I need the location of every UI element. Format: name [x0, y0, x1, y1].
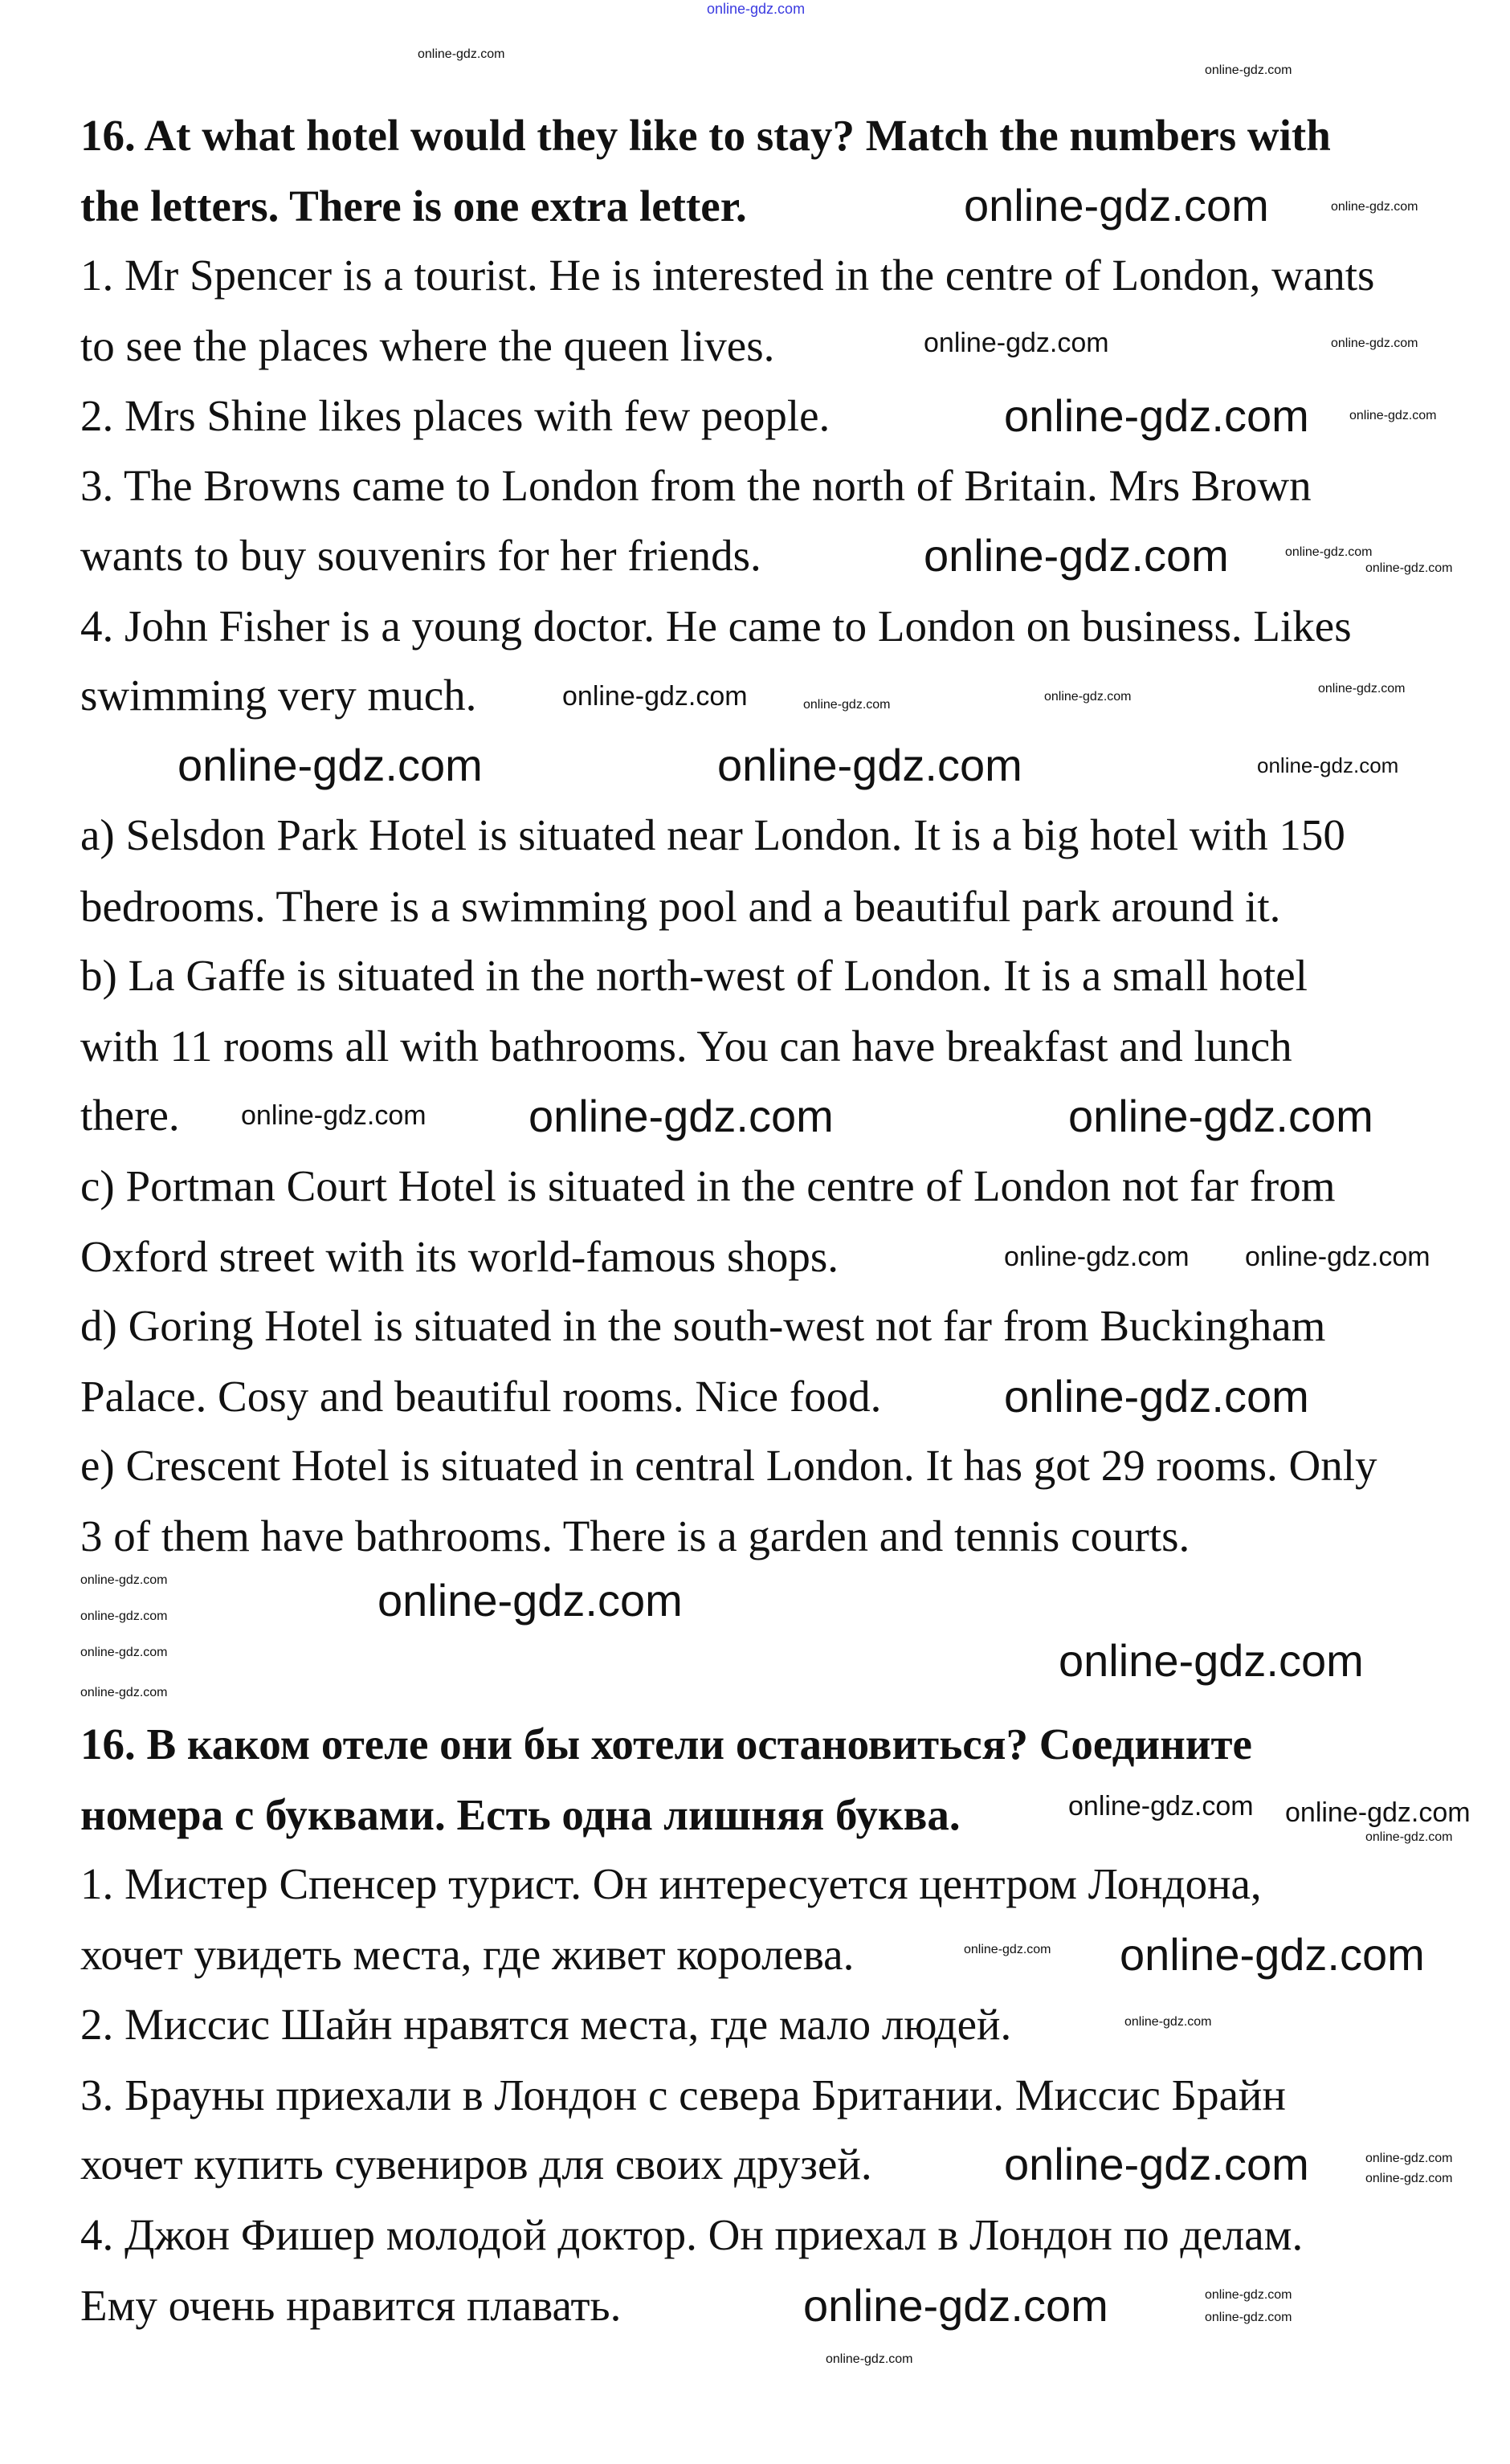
watermark: online-gdz.com: [964, 180, 1269, 230]
watermark: online-gdz.com: [1205, 63, 1292, 77]
watermark: online-gdz.com: [1285, 1797, 1471, 1828]
hotel-line: d) Goring Hotel is situated in the south-west not far from Buckingham: [80, 1301, 1326, 1350]
watermark: online-gdz.com: [964, 1943, 1051, 1956]
watermark: online-gdz.com: [1004, 1242, 1190, 1272]
watermark: online-gdz.com: [1044, 690, 1132, 704]
person-line: хочет купить сувениров для своих друзей.: [80, 2140, 872, 2189]
watermark: online-gdz.com: [178, 740, 483, 790]
hotel-line: bedrooms. There is a swimming pool and a beautiful park around it.: [80, 882, 1281, 931]
person-line: 2. Mrs Shine likes places with few people.: [80, 391, 830, 440]
watermark: online-gdz.com: [924, 530, 1229, 581]
hotel-line: b) La Gaffe is situated in the north-west of London. It is a small hotel: [80, 951, 1308, 1000]
watermark: online-gdz.com: [1318, 682, 1406, 696]
watermark: online-gdz.com: [80, 1609, 168, 1623]
watermark: online-gdz.com: [1331, 200, 1418, 214]
watermark: online-gdz.com: [1365, 2152, 1453, 2165]
watermark: online-gdz.com: [707, 1, 806, 17]
watermark: online-gdz.com: [1331, 337, 1418, 350]
person-line: Ему очень нравится плавать.: [80, 2281, 622, 2330]
person-line: 2. Миссис Шайн нравятся места, где мало людей.: [80, 2000, 1012, 2049]
person-line: 3. The Browns came to London from the north of Britain. Mrs Brown: [80, 461, 1312, 510]
watermark: online-gdz.com: [1285, 545, 1373, 559]
person-line: swimming very much.: [80, 671, 477, 720]
hotel-line: Palace. Cosy and beautiful rooms. Nice food.: [80, 1372, 882, 1421]
watermark: online-gdz.com: [1068, 1091, 1373, 1141]
watermark: online-gdz.com: [1205, 2288, 1292, 2302]
watermark: online-gdz.com: [803, 698, 891, 712]
person-line: 1. Mr Spencer is a tourist. He is interested in the centre of London, wants: [80, 251, 1375, 300]
watermark: online-gdz.com: [80, 1686, 168, 1699]
watermark: online-gdz.com: [528, 1091, 834, 1141]
watermark: online-gdz.com: [1068, 1791, 1254, 1821]
person-line: 3. Брауны приехали в Лондон с севера Британии. Миссис Брайн: [80, 2070, 1286, 2119]
watermark: online-gdz.com: [241, 1100, 426, 1131]
watermark: online-gdz.com: [826, 2352, 913, 2366]
person-line: 4. John Fisher is a young doctor. He came to London on business. Likes: [80, 602, 1352, 651]
watermark: online-gdz.com: [1365, 1830, 1453, 1844]
hotel-line: there.: [80, 1091, 180, 1140]
watermark: online-gdz.com: [1245, 1242, 1430, 1272]
watermark: online-gdz.com: [1004, 1371, 1309, 1422]
watermark: online-gdz.com: [1365, 2172, 1453, 2185]
hotel-line: Oxford street with its world-famous shops.: [80, 1232, 839, 1281]
exercise-title: 16. В каком отеле они бы хотели остановиться? Соедините: [80, 1719, 1252, 1768]
watermark: online-gdz.com: [1059, 1635, 1364, 1686]
watermark: online-gdz.com: [803, 2280, 1108, 2331]
person-line: to see the places where the queen lives.: [80, 321, 775, 370]
exercise-title: the letters. There is one extra letter.: [80, 182, 747, 230]
hotel-line: 3 of them have bathrooms. There is a garden and tennis courts.: [80, 1511, 1190, 1560]
watermark: online-gdz.com: [1004, 390, 1309, 441]
watermark: online-gdz.com: [924, 328, 1109, 358]
watermark: online-gdz.com: [418, 47, 505, 61]
watermark: online-gdz.com: [1365, 561, 1453, 575]
watermark: online-gdz.com: [80, 1573, 168, 1587]
watermark: online-gdz.com: [1004, 2139, 1309, 2189]
watermark: online-gdz.com: [378, 1575, 683, 1626]
hotel-line: e) Crescent Hotel is situated in central London. It has got 29 rooms. Only: [80, 1441, 1377, 1490]
watermark: online-gdz.com: [80, 1646, 168, 1659]
watermark: online-gdz.com: [1120, 1929, 1425, 1980]
watermark: online-gdz.com: [1349, 409, 1437, 422]
person-line: 4. Джон Фишер молодой доктор. Он приехал в Лондон по делам.: [80, 2210, 1304, 2259]
person-line: хочет увидеть места, где живет королева.: [80, 1930, 855, 1979]
watermark: online-gdz.com: [1205, 2311, 1292, 2324]
watermark: online-gdz.com: [1124, 2015, 1212, 2029]
person-line: wants to buy souvenirs for her friends.: [80, 531, 761, 580]
exercise-title: номера с буквами. Есть одна лишняя буква.: [80, 1790, 961, 1839]
watermark: online-gdz.com: [1257, 753, 1399, 777]
hotel-line: with 11 rooms all with bathrooms. You can have breakfast and lunch: [80, 1022, 1292, 1071]
exercise-title: 16. At what hotel would they like to stay? Match the numbers with: [80, 111, 1331, 160]
hotel-line: c) Portman Court Hotel is situated in the centre of London not far from: [80, 1161, 1336, 1210]
watermark: online-gdz.com: [717, 740, 1022, 790]
hotel-line: a) Selsdon Park Hotel is situated near London. It is a big hotel with 150: [80, 810, 1345, 859]
person-line: 1. Мистер Спенсер турист. Он интересуется центром Лондона,: [80, 1859, 1262, 1908]
watermark: online-gdz.com: [562, 681, 748, 712]
